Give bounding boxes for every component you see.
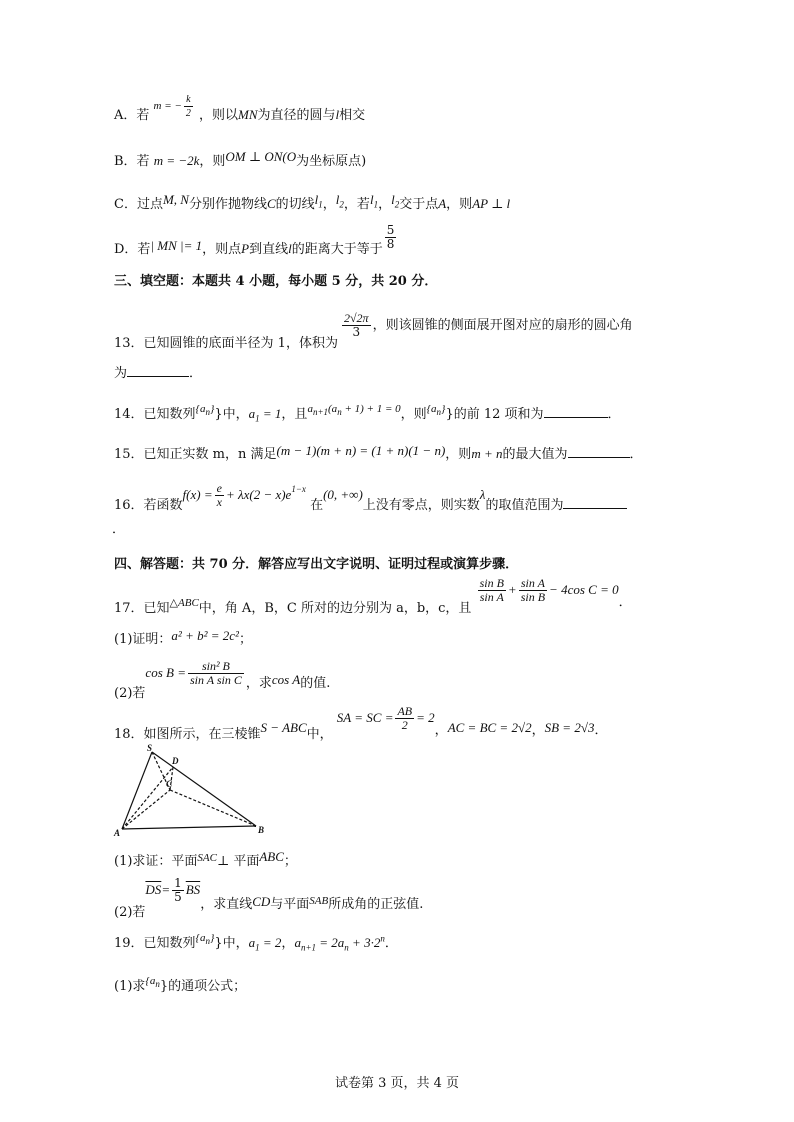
q15-answer-blank[interactable] — [568, 445, 630, 458]
vertex-label-a: A — [114, 828, 121, 838]
vertex-label-s: S — [147, 743, 153, 753]
edge-sa — [122, 752, 152, 829]
question-13: 13．已知圆锥的底面半径为 1，体积为 $\frac{2√2\pi}{3}$ ，则该圆锥的侧面展开图对应的扇形的圆心角 — [114, 311, 633, 351]
q17-part2-fraction: $\frac{\text{sin² B}}{\text{sin A sin C}}$ — [189, 659, 242, 687]
question-19: 19．已知数列$^{\{a_n\}}$}中，$a_1 = 2$，$a_{n+1} = 2a_n + 3\cdot 2^n$． — [114, 932, 398, 953]
question-18: 18．如图所示，在三棱锥S − ABC中， SA = SC = $\frac{AB}{2}$ = 2，AC = BC = 2√2，SB = 2√3． — [114, 704, 608, 742]
option-a: A．若 $^{m = - \frac{k}{2}}$ ，则以MN为直径的圆与l相交 — [114, 94, 366, 124]
question-16-dot: ． — [112, 522, 126, 537]
vertex-label-c: C — [166, 779, 173, 789]
q13-answer-blank[interactable] — [127, 364, 189, 377]
pyramid-figure — [112, 742, 282, 838]
edge-ab — [122, 826, 256, 829]
question-17: 17．已知$_{\triangle ABC}$中，角 A，B，C 所对的边分别为 a，b，c，且 $\frac{\text{sin B}}{\text{sin A}}$ + $\frac{\text{sin A}}{\text{sin B}}$ − 4cos C = 0． — [114, 576, 632, 616]
q18-ab-fraction: $\frac{AB}{2}$ — [397, 704, 413, 732]
question-13-line2: 为 ． — [114, 366, 203, 381]
q14-answer-blank[interactable] — [544, 405, 608, 418]
vertex-label-b: B — [258, 825, 265, 835]
option-d: D．若| MN |= 1，则点P到直线l的距离大于等于 $\frac{5}{8}$ — [114, 223, 395, 257]
option-a-cond: m = − k 2 — [153, 94, 191, 119]
q17-fraction-1: $\frac{\text{sin B}}{\text{sin A}}$ — [479, 576, 504, 604]
question-18-part2: (2)若$\overline{DS}=$ $\frac{1}{5}$ $\overline{BS}$，求直线CD与平面$_{SAB}$所成角的正弦值. — [114, 876, 424, 920]
question-17-part1: (1)证明：a² + b² = 2c²； — [114, 628, 252, 647]
option-c: C．过点M, N分别作抛物线C的切线$l_1$，$l_2$，若$l_1$，$l_2$交于点A，则AP ⊥ l — [114, 192, 511, 212]
edge-ad — [122, 767, 173, 829]
option-d-fraction: $\frac{5}{8}$ — [386, 223, 395, 251]
option-b: B．若 m = −2k，则OM ⊥ ON(O为坐标原点) — [114, 149, 367, 169]
q16-answer-blank[interactable] — [563, 496, 627, 509]
page-footer: 试卷第 3 页，共 4 页 — [334, 1076, 460, 1091]
question-15: 15．已知正实数 m，n 满足(m − 1)(m + n) = (1 + n)(1 − n)，则m + n的最大值为 ． — [114, 443, 643, 462]
question-19-part1: (1)求$^{\{a_n}$}的通项公式； — [114, 975, 247, 994]
question-14: 14．已知数列$^{\{a_n\}}$}中，$a_1 = 1$，且$^{a_{n+1}(a_n + 1) + 1 = 0}$，则$^{\{a_n\}}$}的前 12 项和为 ． — [114, 403, 621, 424]
section-4-heading: 四、解答题：共 70 分．解答应写出文字说明、证明过程或演算步骤． — [114, 557, 519, 572]
section-3-heading: 三、填空题：本题共 4 小题，每小题 5 分，共 20 分． — [114, 274, 438, 289]
edge-sb — [152, 752, 256, 826]
question-17-part2: (2)若cos B = $\frac{\text{sin² B}}{\text{sin A sin C}}$ ，求cos A的值. — [114, 659, 331, 701]
q16-fraction: $\frac{e}{x}$ — [216, 481, 222, 509]
vertex-label-d: D — [172, 756, 179, 766]
q17-fraction-2: $\frac{\text{sin A}}{\text{sin B}}$ — [520, 576, 546, 604]
q18-part2-fraction: $\frac{1}{5}$ — [174, 876, 182, 904]
question-16: 16．若函数f(x) = $\frac{e}{x}$ + $\lambda x(2 - x)e^{1-x}$ 在(0, +∞)上没有零点，则实数λ的取值范围为 — [114, 482, 627, 509]
question-18-part1: (1)求证：平面$^{SAC}$⊥ 平面ABC； — [114, 849, 297, 869]
q13-volume-fraction: $\frac{2√2\pi}{3}$ — [343, 311, 369, 339]
